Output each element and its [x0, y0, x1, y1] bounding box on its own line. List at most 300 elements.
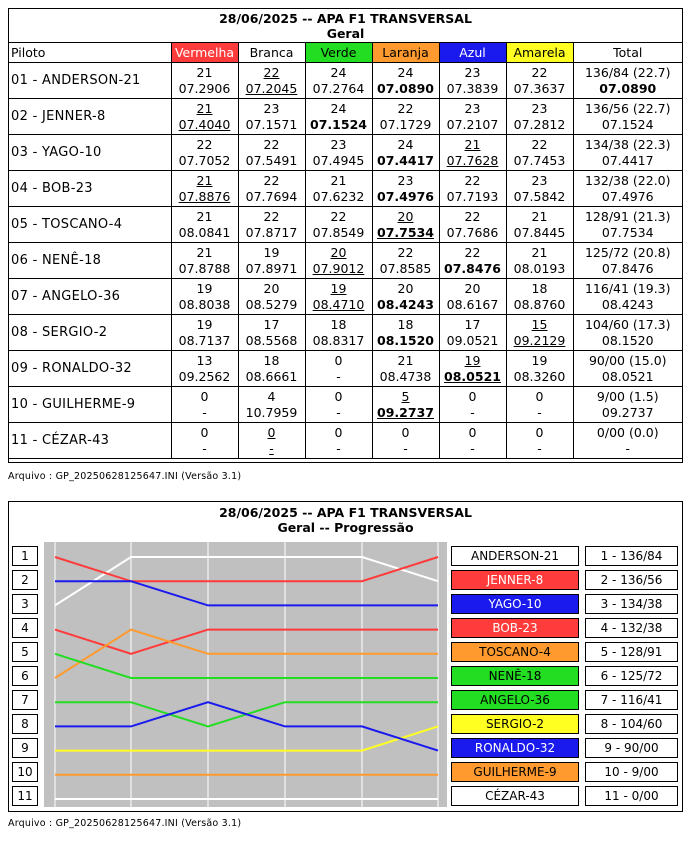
result-cell-branca — [238, 243, 305, 279]
time-value: 07.7534 — [377, 224, 434, 240]
result-cell-laranja — [372, 387, 439, 423]
laps-value: 0 — [468, 424, 477, 440]
laps-value: 24 — [330, 100, 347, 116]
time-value: 08.0193 — [513, 260, 566, 276]
result-cell-verde — [305, 171, 372, 207]
legend-driver-name: YAGO-10 — [451, 594, 579, 614]
legend-driver-name: GUILHERME-9 — [451, 762, 579, 782]
result-cell-laranja — [372, 279, 439, 315]
laps-value: 22 — [464, 244, 481, 260]
laps-value: 22 — [330, 208, 347, 224]
time-value: - — [336, 440, 341, 456]
time-value: - — [202, 404, 207, 420]
table-row — [9, 387, 682, 423]
legend-driver-name: RONALDO-32 — [451, 738, 579, 758]
laps-value: 21 — [196, 100, 213, 116]
total-cell — [573, 99, 682, 135]
position-label: 5 — [12, 642, 38, 662]
result-cell-verde — [305, 315, 372, 351]
laps-value: 0 — [200, 424, 209, 440]
laps-value: 18 — [263, 352, 280, 368]
result-cell-amarela — [506, 279, 573, 315]
result-cell-laranja — [372, 171, 439, 207]
laps-value: 22 — [263, 136, 280, 152]
time-value: 07.5491 — [245, 152, 298, 168]
laps-value: 18 — [531, 280, 548, 296]
result-cell-amarela — [506, 423, 573, 459]
laps-value: 15 — [531, 316, 548, 332]
table-header-row — [9, 43, 682, 63]
result-cell-verde — [305, 63, 372, 99]
laps-value: 22 — [531, 64, 548, 80]
legend-driver-name: CÉZAR-43 — [451, 786, 579, 806]
driver-name-cell: 05 - TOSCANO-4 — [9, 207, 171, 243]
laps-value: 22 — [531, 136, 548, 152]
time-value: 07.9012 — [312, 260, 365, 276]
col-header-verde: Verde — [305, 43, 372, 63]
result-cell-laranja — [372, 351, 439, 387]
laps-value: 22 — [397, 244, 414, 260]
time-value: 10.7959 — [245, 404, 298, 420]
result-cell-amarela — [506, 99, 573, 135]
time-value: 09.2562 — [178, 368, 231, 384]
col-header-azul: Azul — [439, 43, 506, 63]
col-header-total: Total — [573, 43, 682, 63]
legend-driver-name: BOB-23 — [451, 618, 579, 638]
total-value: 0/00 (0.0) — [596, 424, 659, 440]
laps-value: 21 — [196, 172, 213, 188]
time-value: - — [269, 440, 274, 456]
laps-value: 0 — [535, 388, 544, 404]
total-cell — [573, 423, 682, 459]
time-value: 07.7686 — [446, 224, 499, 240]
time-value: 07.4417 — [377, 152, 434, 168]
legend-score: 6 - 125/72 — [585, 666, 678, 686]
laps-value: 18 — [397, 316, 414, 332]
position-label: 1 — [12, 546, 38, 566]
progression-chart — [44, 542, 447, 807]
result-cell-azul — [439, 423, 506, 459]
laps-value: 21 — [330, 172, 347, 188]
total-value: 125/72 (20.8) — [584, 244, 671, 260]
total-value: 104/60 (17.3) — [584, 316, 671, 332]
col-header-piloto: Piloto — [9, 43, 171, 63]
result-cell-laranja — [372, 243, 439, 279]
col-header-laranja: Laranja — [372, 43, 439, 63]
time-value: 09.2737 — [377, 404, 434, 420]
result-cell-amarela — [506, 135, 573, 171]
total-time-value: 07.7534 — [601, 224, 654, 240]
driver-name-cell: 10 - GUILHERME-9 — [9, 387, 171, 423]
time-value: 08.8038 — [178, 296, 231, 312]
time-value: 07.4945 — [312, 152, 365, 168]
legend-driver-name: NENÊ-18 — [451, 666, 579, 686]
laps-value: 18 — [330, 316, 347, 332]
time-value: 08.6661 — [245, 368, 298, 384]
laps-value: 0 — [334, 388, 343, 404]
position-label: 7 — [12, 690, 38, 710]
laps-value: 19 — [330, 280, 347, 296]
laps-value: 23 — [397, 172, 414, 188]
total-cell — [573, 63, 682, 99]
result-cell-azul — [439, 387, 506, 423]
time-value: 07.3839 — [446, 80, 499, 96]
time-value: 08.8317 — [312, 332, 365, 348]
legend-score: 8 - 104/60 — [585, 714, 678, 734]
legend-score: 4 - 132/38 — [585, 618, 678, 638]
total-time-value: 07.8476 — [601, 260, 654, 276]
total-value: 116/41 (19.3) — [584, 280, 671, 296]
laps-value: 0 — [334, 424, 343, 440]
result-cell-branca — [238, 99, 305, 135]
laps-value: 17 — [263, 316, 280, 332]
time-value: 07.8476 — [444, 260, 501, 276]
laps-value: 0 — [200, 388, 209, 404]
laps-value: 22 — [464, 172, 481, 188]
result-cell-laranja — [372, 315, 439, 351]
result-cell-branca — [238, 207, 305, 243]
time-value: 07.8971 — [245, 260, 298, 276]
total-value: 136/84 (22.7) — [584, 64, 671, 80]
table-row — [9, 351, 682, 387]
result-cell-branca — [238, 423, 305, 459]
total-cell — [573, 387, 682, 423]
time-value: 08.4738 — [379, 368, 432, 384]
result-cell-verde — [305, 243, 372, 279]
time-value: 08.8760 — [513, 296, 566, 312]
results-panel — [8, 8, 683, 463]
progression-title: 28/06/2025 -- APA F1 TRANSVERSAL — [219, 505, 472, 520]
total-cell — [573, 207, 682, 243]
result-cell-amarela — [506, 387, 573, 423]
driver-name-cell: 08 - SERGIO-2 — [9, 315, 171, 351]
table-row — [9, 315, 682, 351]
total-value: 128/91 (21.3) — [584, 208, 671, 224]
legend-score: 1 - 136/84 — [585, 546, 678, 566]
time-value: 07.7628 — [446, 152, 499, 168]
laps-value: 5 — [401, 388, 410, 404]
laps-value: 22 — [464, 208, 481, 224]
laps-value: 20 — [263, 280, 280, 296]
result-cell-vermelha — [171, 243, 238, 279]
result-cell-azul — [439, 63, 506, 99]
table-row — [9, 207, 682, 243]
result-cell-verde — [305, 423, 372, 459]
driver-name-cell: 03 - YAGO-10 — [9, 135, 171, 171]
position-label: 4 — [12, 618, 38, 638]
total-value: 136/56 (22.7) — [584, 100, 671, 116]
time-value: 08.7137 — [178, 332, 231, 348]
position-label: 8 — [12, 714, 38, 734]
driver-name-cell: 06 - NENÊ-18 — [9, 243, 171, 279]
time-value: 09.0521 — [446, 332, 499, 348]
result-cell-branca — [238, 63, 305, 99]
laps-value: 23 — [464, 64, 481, 80]
total-cell — [573, 171, 682, 207]
table-row — [9, 99, 682, 135]
time-value: 08.5279 — [245, 296, 298, 312]
laps-value: 0 — [334, 352, 343, 368]
laps-value: 22 — [263, 64, 280, 80]
total-time-value: - — [625, 440, 630, 456]
legend-score: 7 - 116/41 — [585, 690, 678, 710]
time-value: 07.1524 — [310, 116, 367, 132]
time-value: 07.2906 — [178, 80, 231, 96]
laps-value: 0 — [401, 424, 410, 440]
time-value: - — [537, 440, 542, 456]
result-cell-laranja — [372, 99, 439, 135]
result-cell-vermelha — [171, 63, 238, 99]
file-footer-2: Arquivo : GP_20250628125647.INI (Versão 3.1) — [8, 818, 242, 829]
result-cell-vermelha — [171, 279, 238, 315]
time-value: 07.8788 — [178, 260, 231, 276]
legend-driver-name: SERGIO-2 — [451, 714, 579, 734]
results-table — [9, 43, 682, 459]
result-cell-laranja — [372, 423, 439, 459]
time-value: 07.2764 — [312, 80, 365, 96]
result-cell-laranja — [372, 135, 439, 171]
laps-value: 23 — [531, 100, 548, 116]
total-cell — [573, 135, 682, 171]
result-cell-vermelha — [171, 315, 238, 351]
time-value: 08.0841 — [178, 224, 231, 240]
legend-score: 3 - 134/38 — [585, 594, 678, 614]
time-value: 07.4976 — [377, 188, 434, 204]
result-cell-laranja — [372, 207, 439, 243]
total-time-value: 08.0521 — [601, 368, 654, 384]
total-time-value: 09.2737 — [601, 404, 654, 420]
table-row — [9, 63, 682, 99]
time-value: - — [470, 440, 475, 456]
time-value: 08.4243 — [377, 296, 434, 312]
table-row — [9, 279, 682, 315]
results-header — [9, 9, 682, 43]
laps-value: 21 — [531, 208, 548, 224]
result-cell-azul — [439, 207, 506, 243]
time-value: 07.7052 — [178, 152, 231, 168]
laps-value: 13 — [196, 352, 213, 368]
result-cell-amarela — [506, 171, 573, 207]
result-cell-branca — [238, 315, 305, 351]
result-cell-verde — [305, 207, 372, 243]
legend-driver-name: JENNER-8 — [451, 570, 579, 590]
table-row — [9, 243, 682, 279]
time-value: 07.8549 — [312, 224, 365, 240]
time-value: 08.3260 — [513, 368, 566, 384]
table-row — [9, 171, 682, 207]
progression-header — [9, 502, 682, 535]
total-cell — [573, 315, 682, 351]
position-label: 3 — [12, 594, 38, 614]
laps-value: 19 — [464, 352, 481, 368]
laps-value: 4 — [267, 388, 276, 404]
legend-driver-name: TOSCANO-4 — [451, 642, 579, 662]
result-cell-amarela — [506, 243, 573, 279]
result-cell-vermelha — [171, 135, 238, 171]
position-label: 9 — [12, 738, 38, 758]
result-cell-azul — [439, 99, 506, 135]
time-value: 07.6232 — [312, 188, 365, 204]
time-value: 09.2129 — [513, 332, 566, 348]
time-value: - — [202, 440, 207, 456]
laps-value: 19 — [196, 280, 213, 296]
legend-score: 10 - 9/00 — [585, 762, 678, 782]
position-label: 11 — [12, 786, 38, 806]
driver-name-cell: 09 - RONALDO-32 — [9, 351, 171, 387]
laps-value: 23 — [464, 100, 481, 116]
legend-score: 2 - 136/56 — [585, 570, 678, 590]
time-value: - — [470, 404, 475, 420]
table-row — [9, 135, 682, 171]
total-cell — [573, 279, 682, 315]
time-value: 07.8585 — [379, 260, 432, 276]
results-title: 28/06/2025 -- APA F1 TRANSVERSAL — [219, 11, 472, 26]
laps-value: 24 — [397, 136, 414, 152]
progression-panel — [8, 501, 683, 812]
total-time-value: 08.4243 — [601, 296, 654, 312]
laps-value: 0 — [468, 388, 477, 404]
laps-value: 23 — [263, 100, 280, 116]
result-cell-laranja — [372, 63, 439, 99]
laps-value: 21 — [464, 136, 481, 152]
total-value: 9/00 (1.5) — [596, 388, 659, 404]
legend-score: 9 - 90/00 — [585, 738, 678, 758]
result-cell-vermelha — [171, 171, 238, 207]
result-cell-amarela — [506, 351, 573, 387]
driver-name-cell: 11 - CÉZAR-43 — [9, 423, 171, 459]
result-cell-branca — [238, 351, 305, 387]
laps-value: 22 — [196, 136, 213, 152]
laps-value: 19 — [263, 244, 280, 260]
col-header-branca: Branca — [238, 43, 305, 63]
legend-driver-name: ANDERSON-21 — [451, 546, 579, 566]
time-value: 07.0890 — [377, 80, 434, 96]
result-cell-amarela — [506, 315, 573, 351]
position-label: 6 — [12, 666, 38, 686]
time-value: 07.2107 — [446, 116, 499, 132]
laps-value: 20 — [464, 280, 481, 296]
time-value: 07.8876 — [178, 188, 231, 204]
result-cell-azul — [439, 243, 506, 279]
result-cell-vermelha — [171, 99, 238, 135]
total-time-value: 07.0890 — [599, 80, 657, 96]
laps-value: 0 — [267, 424, 276, 440]
laps-value: 23 — [531, 172, 548, 188]
result-cell-verde — [305, 99, 372, 135]
laps-value: 21 — [531, 244, 548, 260]
driver-name-cell: 01 - ANDERSON-21 — [9, 63, 171, 99]
legend-score: 5 - 128/91 — [585, 642, 678, 662]
result-cell-branca — [238, 171, 305, 207]
results-table-body — [9, 63, 682, 459]
time-value: 07.7453 — [513, 152, 566, 168]
result-cell-azul — [439, 135, 506, 171]
laps-value: 19 — [196, 316, 213, 332]
result-cell-vermelha — [171, 387, 238, 423]
progression-subtitle: Geral -- Progressão — [277, 520, 414, 535]
laps-value: 21 — [196, 208, 213, 224]
time-value: 08.6167 — [446, 296, 499, 312]
result-cell-amarela — [506, 63, 573, 99]
col-header-amarela: Amarela — [506, 43, 573, 63]
laps-value: 20 — [397, 208, 414, 224]
time-value: 08.5568 — [245, 332, 298, 348]
laps-value: 17 — [464, 316, 481, 332]
result-cell-vermelha — [171, 423, 238, 459]
laps-value: 22 — [397, 100, 414, 116]
laps-value: 21 — [397, 352, 414, 368]
total-time-value: 07.1524 — [601, 116, 654, 132]
result-cell-azul — [439, 315, 506, 351]
time-value: 07.1571 — [245, 116, 298, 132]
col-header-vermelha: Vermelha — [171, 43, 238, 63]
total-time-value: 07.4417 — [601, 152, 654, 168]
total-value: 134/38 (22.3) — [584, 136, 671, 152]
time-value: 07.4040 — [178, 116, 231, 132]
result-cell-branca — [238, 135, 305, 171]
time-value: - — [403, 440, 408, 456]
result-cell-azul — [439, 279, 506, 315]
position-label: 10 — [12, 762, 38, 782]
time-value: 08.0521 — [444, 368, 501, 384]
result-cell-verde — [305, 279, 372, 315]
result-cell-amarela — [506, 207, 573, 243]
laps-value: 20 — [397, 280, 414, 296]
time-value: 07.8445 — [513, 224, 566, 240]
laps-value: 24 — [397, 64, 414, 80]
time-value: 07.2045 — [245, 80, 298, 96]
result-cell-branca — [238, 387, 305, 423]
driver-name-cell: 02 - JENNER-8 — [9, 99, 171, 135]
result-cell-azul — [439, 351, 506, 387]
laps-value: 22 — [263, 172, 280, 188]
total-time-value: 07.4976 — [601, 188, 654, 204]
laps-value: 22 — [263, 208, 280, 224]
time-value: 07.8717 — [245, 224, 298, 240]
time-value: 08.1520 — [377, 332, 434, 348]
time-value: 07.5842 — [513, 188, 566, 204]
result-cell-azul — [439, 171, 506, 207]
time-value: 07.3637 — [513, 80, 566, 96]
result-cell-vermelha — [171, 351, 238, 387]
laps-value: 23 — [330, 136, 347, 152]
total-value: 132/38 (22.0) — [584, 172, 671, 188]
total-time-value: 08.1520 — [601, 332, 654, 348]
result-cell-branca — [238, 279, 305, 315]
time-value: 07.7694 — [245, 188, 298, 204]
laps-value: 21 — [196, 64, 213, 80]
result-cell-verde — [305, 387, 372, 423]
total-cell — [573, 351, 682, 387]
time-value: - — [336, 404, 341, 420]
laps-value: 0 — [535, 424, 544, 440]
legend-driver-name: ANGELO-36 — [451, 690, 579, 710]
laps-value: 21 — [196, 244, 213, 260]
time-value: 08.4710 — [312, 296, 365, 312]
driver-name-cell: 07 - ANGELO-36 — [9, 279, 171, 315]
laps-value: 24 — [330, 64, 347, 80]
results-subtitle: Geral — [326, 26, 365, 41]
driver-name-cell: 04 - BOB-23 — [9, 171, 171, 207]
file-footer: Arquivo : GP_20250628125647.INI (Versão 3.1) — [8, 471, 242, 482]
result-cell-vermelha — [171, 207, 238, 243]
laps-value: 20 — [330, 244, 347, 260]
time-value: 07.1729 — [379, 116, 432, 132]
time-value: - — [537, 404, 542, 420]
table-row — [9, 423, 682, 459]
time-value: 07.2812 — [513, 116, 566, 132]
time-value: 07.7193 — [446, 188, 499, 204]
